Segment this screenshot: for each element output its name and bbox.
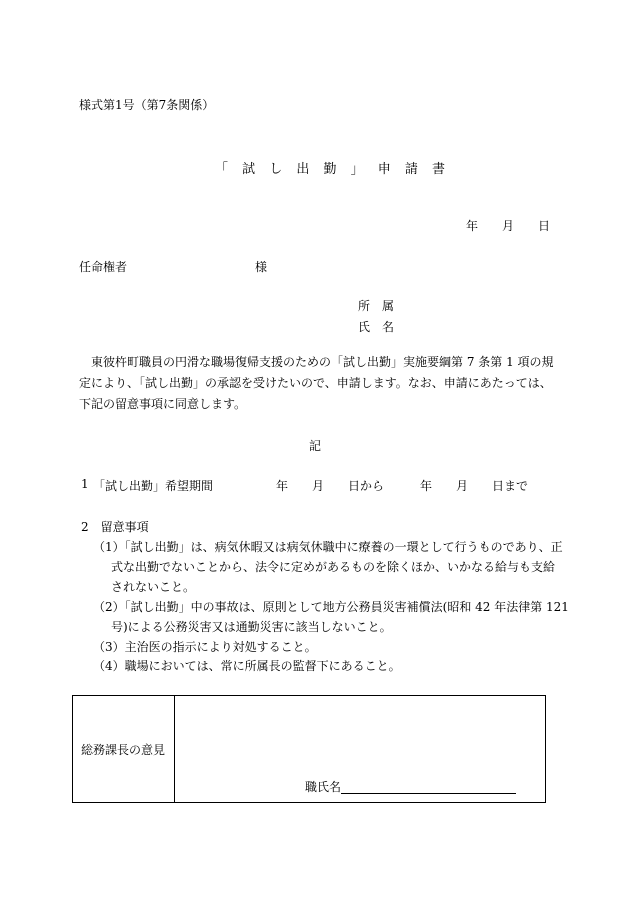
addressee-honorific: 様 (255, 260, 268, 274)
name-label: 氏 名 (358, 320, 395, 334)
ki-heading: 記 (309, 439, 322, 453)
affiliation-label: 所 属 (358, 299, 395, 313)
note-item: （4）職場においては、常に所属長の監督下にあること。 (93, 659, 401, 673)
note-item: （3）主治医の指示により対処すること。 (93, 640, 317, 654)
item1-label: 「試し出勤」希望期間 (93, 479, 214, 493)
note-item: （2）「試し出勤」中の事故は、原則として地方公務員災害補償法(昭和 42 年法律第 121 号)による公務災害又は通勤災害に該当しないこと。 (93, 600, 569, 634)
note-item: （1）「試し出勤」は、病気休暇又は病気休職中に療養の一環として行うものであり、正式な出勤でないことから、法令に定めがあるものを除くほか、いかなる給与も支給されないこと。 (93, 540, 563, 594)
form-number: 様式第1号（第7条関係） (79, 98, 215, 112)
item2-heading: 2 留意事項 (81, 520, 149, 534)
signature-line[interactable] (341, 793, 516, 794)
opinion-label: 総務課長の意見 (81, 743, 166, 757)
signature-label: 職氏名 (305, 780, 342, 794)
date-line: 年 月 日 (465, 219, 550, 233)
item1-number: 1 (81, 477, 89, 491)
opinion-divider (174, 696, 175, 802)
body-text: 東彼杵町職員の円滑な職場復帰支援のための「試し出勤」実施要綱第 7 条第 1 項の規定により、「試し出勤」の承認を受けたいので、申請します。なお、申請にあたっては、下記の留意事項に同意します。 (79, 355, 554, 411)
form-title: 「 試 し 出 勤 」 申 請 書 (215, 162, 447, 177)
item1-date-range: 年 月 日から 年 月 日まで (276, 479, 529, 493)
addressee-label: 任命権者 (79, 260, 128, 274)
opinion-box (72, 695, 546, 803)
